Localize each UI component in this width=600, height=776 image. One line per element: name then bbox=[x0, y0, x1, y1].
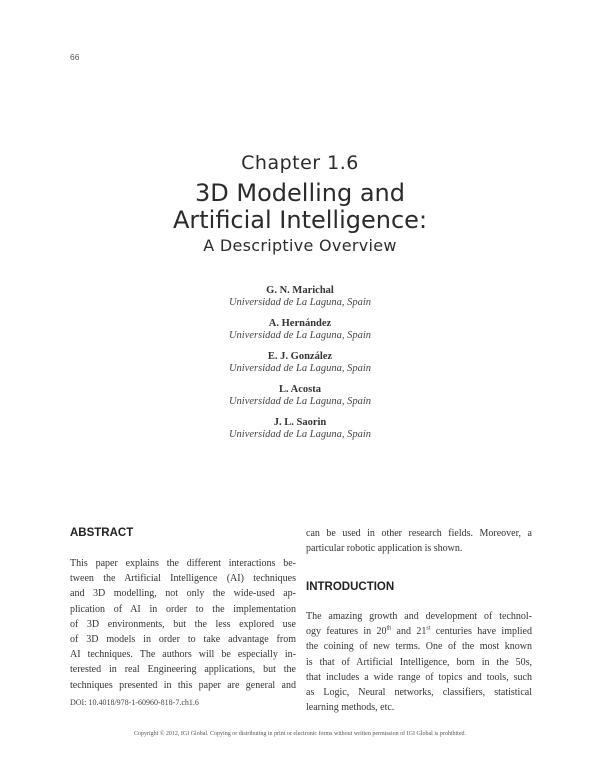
author-entry bbox=[0, 284, 600, 317]
superscript: st bbox=[426, 625, 431, 632]
intro-line: learning methods, etc. bbox=[306, 702, 395, 714]
intro-text: ogy features in 20 bbox=[306, 626, 387, 638]
author-name: A. Hernández bbox=[268, 318, 332, 329]
intro-line: the coining of new terms. One of the most known bbox=[306, 641, 532, 653]
abstract-line: and 3D modelling, not only the wide-used ap- bbox=[70, 588, 296, 600]
author-affiliation: Universidad de La Laguna, Spain bbox=[228, 363, 372, 374]
author-affiliation: Universidad de La Laguna, Spain bbox=[228, 297, 372, 308]
chapter-subtitle: A Descriptive Overview bbox=[203, 236, 397, 255]
author-entry bbox=[0, 317, 600, 350]
abstract-line: of 3D models in order to take advantage from bbox=[70, 634, 296, 646]
intro-line: The amazing growth and development of technol- bbox=[306, 611, 532, 622]
introduction-body bbox=[306, 609, 532, 715]
abstract-line: plication of AI in order to the implementation bbox=[70, 603, 296, 615]
author-affiliation: Universidad de La Laguna, Spain bbox=[228, 396, 372, 407]
introduction-heading: INTRODUCTION bbox=[306, 581, 395, 593]
abstract-line: of 3D environments, but the less explored use bbox=[70, 618, 296, 630]
superscript: th bbox=[386, 625, 392, 632]
intro-line: that includes a wide range of topics and tools, such bbox=[306, 671, 532, 683]
author-name: J. L. Saorin bbox=[273, 417, 327, 428]
title-line-2: Artificial Intelligence: bbox=[172, 206, 428, 234]
abstract-line: can be used in other research fields. Moreover, a bbox=[306, 528, 532, 539]
author-affiliation: Universidad de La Laguna, Spain bbox=[228, 429, 372, 440]
intro-line: is that of Artificial Intelligence, born in the 50s, bbox=[306, 656, 532, 668]
author-name: E. J. González bbox=[267, 351, 333, 362]
author-affiliation: Universidad de La Laguna, Spain bbox=[228, 330, 372, 341]
author-entry bbox=[0, 416, 600, 449]
abstract-line: AI techniques. The authors will be especially in- bbox=[70, 649, 296, 661]
copyright-notice: Copyright © 2012, IGI Global. Copying or distributing in print or electronic forms without written permission of IGI Global is prohibited. bbox=[133, 731, 466, 737]
chapter-label: Chapter 1.6 bbox=[241, 152, 359, 174]
author-entry bbox=[0, 350, 600, 383]
author-entry bbox=[0, 383, 600, 416]
title-line-1: 3D Modelling and bbox=[195, 179, 405, 207]
author-name: L. Acosta bbox=[279, 384, 321, 395]
doi: DOI: 10.4018/978-1-60960-818-7.ch1.6 bbox=[70, 698, 199, 707]
intro-text: centuries have implied bbox=[430, 626, 532, 638]
intro-text: and 21 bbox=[391, 626, 427, 638]
intro-line bbox=[306, 624, 532, 639]
chapter-title bbox=[0, 180, 600, 234]
abstract-line: techniques presented in this paper are general and bbox=[70, 679, 296, 691]
abstract-line: This paper explains the different interactions be- bbox=[70, 558, 296, 569]
author-name: G. N. Marichal bbox=[266, 285, 334, 296]
abstract-body bbox=[70, 556, 296, 693]
page-number: 66 bbox=[70, 52, 80, 62]
abstract-continuation bbox=[306, 526, 532, 556]
intro-line: as Logic, Neural networks, classifiers, statistical bbox=[306, 687, 532, 699]
author-list bbox=[0, 284, 600, 449]
abstract-line: particular robotic application is shown. bbox=[306, 543, 463, 555]
abstract-line: terested in real Engineering applications, but the bbox=[70, 664, 296, 676]
abstract-heading: ABSTRACT bbox=[70, 527, 134, 539]
abstract-line: tween the Artificial Intelligence (AI) techniques bbox=[70, 573, 296, 585]
